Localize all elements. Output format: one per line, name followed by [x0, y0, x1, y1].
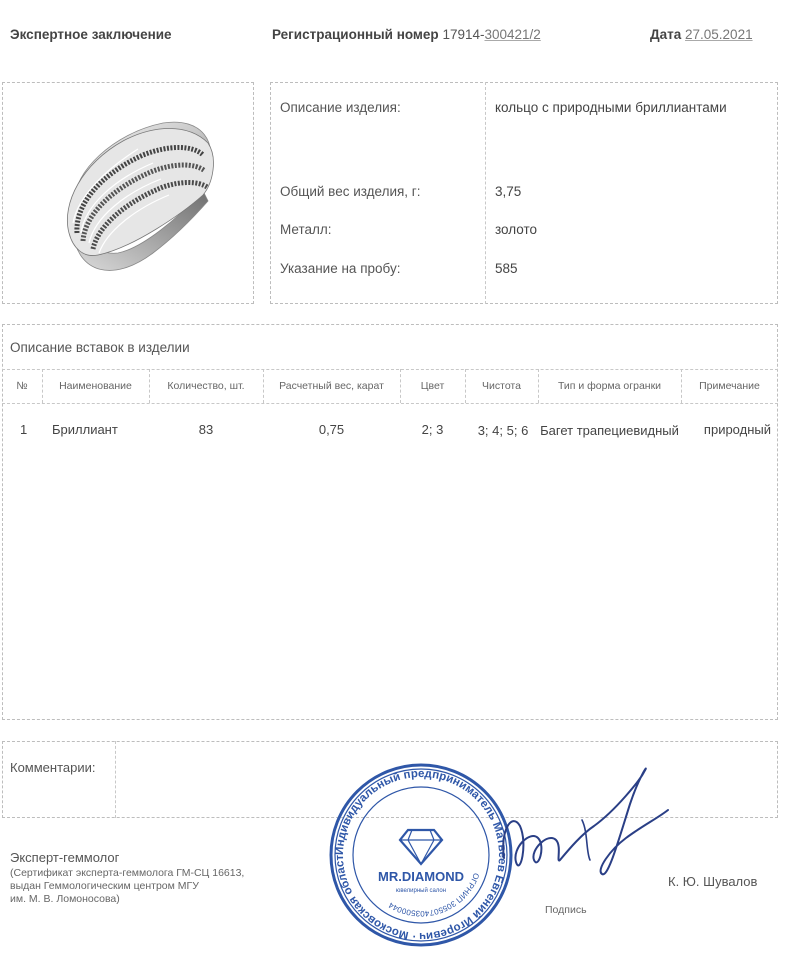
registration-suffix: 300421/2: [484, 27, 541, 42]
cell-num: 1: [20, 422, 28, 437]
col-header-cut: Тип и форма огранки: [557, 380, 662, 392]
stamp-brand-sub: ювелирный салон: [395, 888, 447, 894]
cert-line-2: выдан Геммологическим центром МГУ: [10, 880, 199, 892]
document-title: Экспертное заключение: [10, 27, 172, 42]
comments-label: Комментарии:: [10, 760, 96, 775]
cert-line-1: (Сертификат эксперта-геммолога ГМ-СЦ 16613,: [10, 867, 245, 879]
registration-prefix: 17914-: [442, 27, 485, 42]
expert-name: К. Ю. Шувалов: [668, 874, 758, 889]
date-label: Дата: [650, 27, 682, 42]
cell-cut: Багет трапециевидный: [540, 423, 679, 438]
item-assay-value: 585: [495, 261, 518, 276]
diamond-icon: [400, 830, 442, 864]
col-header-num: №: [16, 380, 28, 392]
expert-title: Эксперт-геммолог: [10, 850, 120, 865]
col-header-note: Примечание: [699, 380, 760, 392]
expert-certificate: [10, 867, 244, 906]
stamp-ring-text: Индивидуальный предприниматель Матвеев Евгений Игоревич · Московская област: [333, 767, 509, 943]
item-description-label: Описание изделия:: [280, 100, 401, 115]
item-photo-frame: [2, 82, 254, 304]
cell-name: Бриллиант: [52, 422, 118, 437]
col-header-color: Цвет: [420, 380, 445, 392]
cell-weight: 0,75: [318, 422, 345, 437]
registration-label: Регистрационный номер: [272, 27, 439, 42]
inserts-title: Описание вставок в изделии: [10, 340, 190, 355]
item-metal-value: золото: [495, 222, 538, 237]
stamp-brand: MR.DIAMOND: [378, 869, 464, 884]
item-metal-label: Металл:: [280, 222, 332, 237]
document-date: [650, 27, 753, 42]
registration-number: [272, 27, 541, 42]
col-header-quantity: Количество, шт.: [167, 380, 245, 392]
item-description-value: кольцо с природными бриллиантами: [495, 100, 727, 115]
signature-label: Подпись: [545, 904, 587, 916]
col-header-name: Наименование: [59, 380, 132, 392]
ring-photo: [3, 83, 253, 303]
cell-clarity: 3; 4; 5; 6: [477, 423, 529, 438]
cell-note: природный: [703, 422, 771, 437]
col-header-clarity: Чистота: [482, 380, 521, 392]
stamp-ogrnip: ОГРНИП 305507403500044: [387, 871, 481, 919]
item-weight-label: Общий вес изделия, г:: [280, 184, 421, 199]
signature: [490, 760, 680, 895]
cell-color: 2; 3: [421, 422, 444, 437]
company-stamp: [326, 760, 516, 950]
cell-quantity: 83: [198, 422, 214, 437]
item-weight-value: 3,75: [495, 184, 522, 199]
date-value: 27.05.2021: [685, 27, 753, 42]
cert-line-3: им. М. В. Ломоносова): [10, 893, 120, 905]
item-assay-label: Указание на пробу:: [280, 261, 401, 276]
col-header-weight: Расчетный вес, карат: [279, 380, 384, 392]
